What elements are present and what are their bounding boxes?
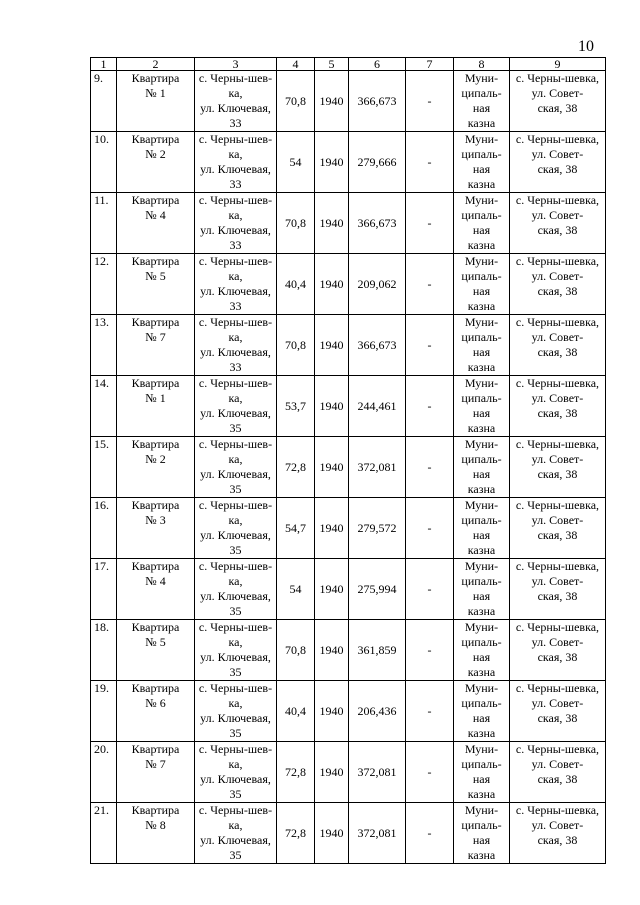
cost-value: 279,666 bbox=[349, 132, 406, 193]
row-number: 12. bbox=[91, 254, 117, 315]
year-value: 1940 bbox=[315, 620, 349, 681]
table-row bbox=[91, 254, 606, 315]
object-address: с. Черны-шев- ка, ул. Ключевая, 33 bbox=[195, 71, 277, 132]
cost-value: 209,062 bbox=[349, 254, 406, 315]
ownership-type: Муни- ципаль- ная казна bbox=[454, 620, 510, 681]
column-7-value: - bbox=[406, 132, 454, 193]
object-name: Квартира № 5 bbox=[117, 254, 195, 315]
holder-address: с. Черны-шевка, ул. Совет- ская, 38 bbox=[510, 559, 606, 620]
object-address: с. Черны-шев- ка, ул. Ключевая, 35 bbox=[195, 681, 277, 742]
cost-value: 366,673 bbox=[349, 193, 406, 254]
object-name: Квартира № 3 bbox=[117, 498, 195, 559]
cost-value: 366,673 bbox=[349, 71, 406, 132]
object-name: Квартира № 2 bbox=[117, 132, 195, 193]
object-address: с. Черны-шев- ка, ул. Ключевая, 35 bbox=[195, 376, 277, 437]
column-number: 7 bbox=[406, 58, 454, 71]
holder-address: с. Черны-шевка, ул. Совет- ская, 38 bbox=[510, 315, 606, 376]
table-row bbox=[91, 132, 606, 193]
page-number: 10 bbox=[578, 38, 594, 55]
object-address: с. Черны-шев- ка, ул. Ключевая, 33 bbox=[195, 315, 277, 376]
table-row bbox=[91, 559, 606, 620]
area-value: 70,8 bbox=[277, 193, 315, 254]
area-value: 72,8 bbox=[277, 803, 315, 864]
column-7-value: - bbox=[406, 498, 454, 559]
year-value: 1940 bbox=[315, 803, 349, 864]
object-name: Квартира № 5 bbox=[117, 620, 195, 681]
ownership-type: Муни- ципаль- ная казна bbox=[454, 132, 510, 193]
cost-value: 206,436 bbox=[349, 681, 406, 742]
object-address: с. Черны-шев- ка, ул. Ключевая, 33 bbox=[195, 132, 277, 193]
column-7-value: - bbox=[406, 803, 454, 864]
table-row bbox=[91, 498, 606, 559]
row-number: 18. bbox=[91, 620, 117, 681]
holder-address: с. Черны-шевка, ул. Совет- ская, 38 bbox=[510, 620, 606, 681]
object-address: с. Черны-шев- ка, ул. Ключевая, 33 bbox=[195, 254, 277, 315]
table-row bbox=[91, 193, 606, 254]
holder-address: с. Черны-шевка, ул. Совет- ская, 38 bbox=[510, 498, 606, 559]
ownership-type: Муни- ципаль- ная казна bbox=[454, 254, 510, 315]
ownership-type: Муни- ципаль- ная казна bbox=[454, 803, 510, 864]
object-address: с. Черны-шев- ка, ул. Ключевая, 35 bbox=[195, 620, 277, 681]
ownership-type: Муни- ципаль- ная казна bbox=[454, 376, 510, 437]
ownership-type: Муни- ципаль- ная казна bbox=[454, 71, 510, 132]
cost-value: 366,673 bbox=[349, 315, 406, 376]
table-row bbox=[91, 376, 606, 437]
column-number: 8 bbox=[454, 58, 510, 71]
cost-value: 244,461 bbox=[349, 376, 406, 437]
object-address: с. Черны-шев- ка, ул. Ключевая, 35 bbox=[195, 742, 277, 803]
holder-address: с. Черны-шевка, ул. Совет- ская, 38 bbox=[510, 742, 606, 803]
area-value: 72,8 bbox=[277, 742, 315, 803]
row-number: 19. bbox=[91, 681, 117, 742]
column-7-value: - bbox=[406, 437, 454, 498]
object-name: Квартира № 1 bbox=[117, 71, 195, 132]
holder-address: с. Черны-шевка, ул. Совет- ская, 38 bbox=[510, 193, 606, 254]
year-value: 1940 bbox=[315, 498, 349, 559]
table-row bbox=[91, 437, 606, 498]
ownership-type: Муни- ципаль- ная казна bbox=[454, 437, 510, 498]
row-number: 9. bbox=[91, 71, 117, 132]
object-address: с. Черны-шев- ка, ул. Ключевая, 33 bbox=[195, 193, 277, 254]
area-value: 54 bbox=[277, 559, 315, 620]
area-value: 70,8 bbox=[277, 315, 315, 376]
column-number: 4 bbox=[277, 58, 315, 71]
holder-address: с. Черны-шевка, ул. Совет- ская, 38 bbox=[510, 376, 606, 437]
row-number: 10. bbox=[91, 132, 117, 193]
cost-value: 372,081 bbox=[349, 803, 406, 864]
row-number: 20. bbox=[91, 742, 117, 803]
ownership-type: Муни- ципаль- ная казна bbox=[454, 498, 510, 559]
year-value: 1940 bbox=[315, 71, 349, 132]
table-row bbox=[91, 620, 606, 681]
holder-address: с. Черны-шевка, ул. Совет- ская, 38 bbox=[510, 71, 606, 132]
cost-value: 275,994 bbox=[349, 559, 406, 620]
table-row bbox=[91, 803, 606, 864]
object-name: Квартира № 6 bbox=[117, 681, 195, 742]
cost-value: 279,572 bbox=[349, 498, 406, 559]
column-7-value: - bbox=[406, 559, 454, 620]
column-7-value: - bbox=[406, 742, 454, 803]
table-row bbox=[91, 681, 606, 742]
year-value: 1940 bbox=[315, 437, 349, 498]
area-value: 40,4 bbox=[277, 254, 315, 315]
table-row bbox=[91, 315, 606, 376]
area-value: 54 bbox=[277, 132, 315, 193]
column-number: 9 bbox=[510, 58, 606, 71]
object-name: Квартира № 1 bbox=[117, 376, 195, 437]
row-number: 16. bbox=[91, 498, 117, 559]
column-7-value: - bbox=[406, 71, 454, 132]
column-7-value: - bbox=[406, 620, 454, 681]
column-7-value: - bbox=[406, 315, 454, 376]
area-value: 54,7 bbox=[277, 498, 315, 559]
row-number: 15. bbox=[91, 437, 117, 498]
object-name: Квартира № 7 bbox=[117, 742, 195, 803]
table-row bbox=[91, 742, 606, 803]
year-value: 1940 bbox=[315, 376, 349, 437]
holder-address: с. Черны-шевка, ул. Совет- ская, 38 bbox=[510, 803, 606, 864]
holder-address: с. Черны-шевка, ул. Совет- ская, 38 bbox=[510, 132, 606, 193]
object-address: с. Черны-шев- ка, ул. Ключевая, 35 bbox=[195, 498, 277, 559]
column-7-value: - bbox=[406, 681, 454, 742]
ownership-type: Муни- ципаль- ная казна bbox=[454, 193, 510, 254]
object-name: Квартира № 4 bbox=[117, 193, 195, 254]
year-value: 1940 bbox=[315, 681, 349, 742]
year-value: 1940 bbox=[315, 559, 349, 620]
ownership-type: Муни- ципаль- ная казна bbox=[454, 559, 510, 620]
year-value: 1940 bbox=[315, 132, 349, 193]
object-address: с. Черны-шев- ка, ул. Ключевая, 35 bbox=[195, 803, 277, 864]
column-number-row bbox=[91, 58, 606, 71]
ownership-type: Муни- ципаль- ная казна bbox=[454, 315, 510, 376]
ownership-type: Муни- ципаль- ная казна bbox=[454, 681, 510, 742]
column-number: 2 bbox=[117, 58, 195, 71]
column-number: 5 bbox=[315, 58, 349, 71]
object-name: Квартира № 4 bbox=[117, 559, 195, 620]
object-name: Квартира № 7 bbox=[117, 315, 195, 376]
column-number: 6 bbox=[349, 58, 406, 71]
area-value: 40,4 bbox=[277, 681, 315, 742]
year-value: 1940 bbox=[315, 254, 349, 315]
row-number: 14. bbox=[91, 376, 117, 437]
object-name: Квартира № 2 bbox=[117, 437, 195, 498]
object-name: Квартира № 8 bbox=[117, 803, 195, 864]
column-7-value: - bbox=[406, 193, 454, 254]
year-value: 1940 bbox=[315, 742, 349, 803]
cost-value: 372,081 bbox=[349, 437, 406, 498]
row-number: 17. bbox=[91, 559, 117, 620]
row-number: 13. bbox=[91, 315, 117, 376]
area-value: 70,8 bbox=[277, 620, 315, 681]
year-value: 1940 bbox=[315, 315, 349, 376]
holder-address: с. Черны-шевка, ул. Совет- ская, 38 bbox=[510, 437, 606, 498]
object-address: с. Черны-шев- ка, ул. Ключевая, 35 bbox=[195, 437, 277, 498]
ownership-type: Муни- ципаль- ная казна bbox=[454, 742, 510, 803]
holder-address: с. Черны-шевка, ул. Совет- ская, 38 bbox=[510, 254, 606, 315]
table-row bbox=[91, 71, 606, 132]
cost-value: 372,081 bbox=[349, 742, 406, 803]
property-registry-table bbox=[90, 57, 606, 864]
row-number: 11. bbox=[91, 193, 117, 254]
column-number: 1 bbox=[91, 58, 117, 71]
area-value: 53,7 bbox=[277, 376, 315, 437]
column-7-value: - bbox=[406, 254, 454, 315]
year-value: 1940 bbox=[315, 193, 349, 254]
area-value: 70,8 bbox=[277, 71, 315, 132]
column-number: 3 bbox=[195, 58, 277, 71]
column-7-value: - bbox=[406, 376, 454, 437]
row-number: 21. bbox=[91, 803, 117, 864]
cost-value: 361,859 bbox=[349, 620, 406, 681]
area-value: 72,8 bbox=[277, 437, 315, 498]
object-address: с. Черны-шев- ка, ул. Ключевая, 35 bbox=[195, 559, 277, 620]
holder-address: с. Черны-шевка, ул. Совет- ская, 38 bbox=[510, 681, 606, 742]
